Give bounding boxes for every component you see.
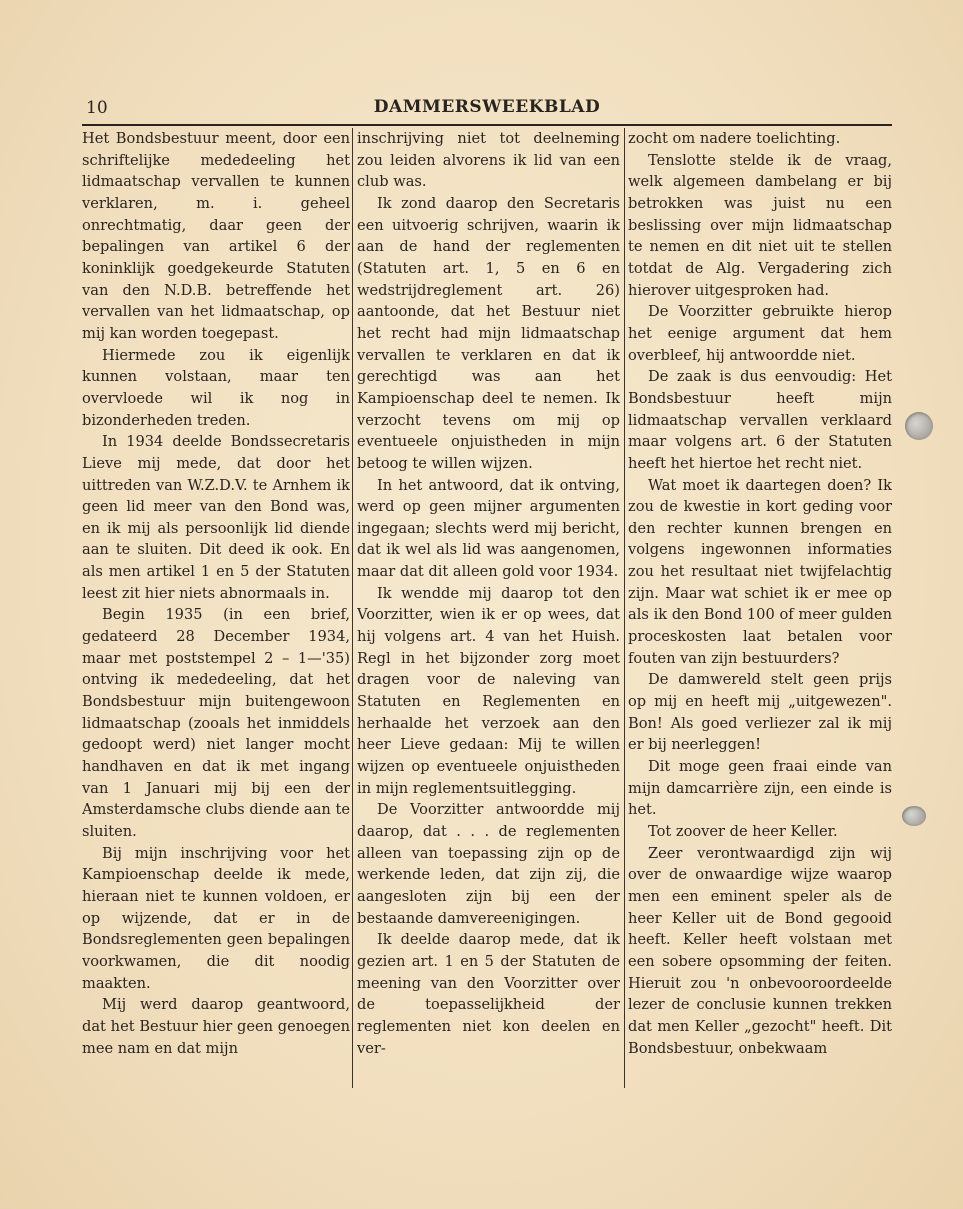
page-number: 10 <box>86 98 108 118</box>
paragraph: Begin 1935 (in een brief, gedateerd 28 December 1934, maar met poststempel 2 – 1—'35) ontving ik mededeeling, dat het Bondsbestuur mijn buitengewoon lidmaatschap (zooals het inmiddels gedoopt werd) niet langer mocht handhaven en dat ik met ingang van 1 Januari mij bij een der Amsterdamsche clubs diende aan te sluiten. <box>82 606 350 840</box>
paragraph: Hiermede zou ik eigenlijk kunnen volstaan, maar ten overvloede wil ik nog in bizonderheden treden. <box>82 346 350 429</box>
paragraph: Tenslotte stelde ik de vraag, welk algemeen dambelang er bij betrokken was juist nu een beslissing over mijn lidmaatschap te nemen en dit niet uit te stellen totdat de Alg. Vergadering zich hierover uitgesproken had. <box>628 151 892 299</box>
punch-hole <box>902 806 926 826</box>
paragraph: zocht om nadere toelichting. <box>628 130 841 147</box>
page-header <box>82 96 892 126</box>
paragraph: In het antwoord, dat ik ontving, werd op geen mijner argumenten ingegaan; slechts werd mij bericht, dat ik wel als lid was aangenomen, maar dat dit alleen gold voor 1934. <box>357 476 620 581</box>
paragraph: Wat moet ik daartegen doen? Ik zou de kwestie in kort geding voor den rechter kunnen brengen en volgens ingewonnen informaties zou het resultaat niet twijfelachtig zijn. Maar wat schiet ik er mee op als ik den Bond 100 of meer gulden proceskosten laat betalen voor fouten van zijn bestuurders? <box>628 476 892 667</box>
paragraph: De damwereld stelt geen prijs op mij en heeft mij „uitgewezen". Bon! Als goed verliezer zal ik mij er bij neerleggen! <box>628 671 892 754</box>
column-2 <box>357 128 620 1090</box>
column-1 <box>82 128 350 1090</box>
column-3 <box>628 128 892 1090</box>
paragraph: Het Bondsbestuur meent, door een schriftelijke mededeeling het lidmaatschap vervallen te kunnen verklaren, m. i. geheel onrechtmatig, daar geen der bepalingen van artikel 6 der koninklijk goedgekeurde Statuten van den N.D.B. betreffende het vervallen van het lidmaatschap, op mij kan worden toegepast. <box>82 130 350 342</box>
paragraph: Ik wendde mij daarop tot den Voorzitter, wien ik er op wees, dat hij volgens art. 4 van het Huish. Regl in het bijzonder zorg moet dragen voor de naleving van Statuten en Reglementen en herhaalde het verzoek aan den heer Lieve gedaan: Mij te willen wijzen op eventueele onjuistheden in mijn reglementsuitlegging. <box>357 584 620 797</box>
paragraph: Tot zoover de heer Keller. <box>648 823 838 840</box>
paragraph: Zeer verontwaardigd zijn wij over de onwaardige wijze waarop men een eminent speler als de heer Keller uit de Bond gegooid heeft. Keller heeft volstaan met een sobere opsomming der feiten. Hieruit zou 'n onbevooroordeelde lezer de conclusie kunnen trekken dat men Keller „gezocht" heeft. Dit Bondsbestuur, onbekwaam <box>628 844 892 1057</box>
paragraph: De Voorzitter antwoordde mij daarop, dat . . . de reglementen alleen van toepassing zijn op de werkende leden, dat zijn zij, die aangesloten zijn bij een der bestaande damvereenigingen. <box>357 801 620 927</box>
column-divider <box>624 128 625 1088</box>
paragraph: In 1934 deelde Bondssecretaris Lieve mij mede, dat door het uittreden van W.Z.D.V. te Arnhem ik geen lid meer van den Bond was, en ik mij als persoonlijk lid diende aan te sluiten. Dit deed ik ook. En als men artikel 1 en 5 der Statuten leest zit hier niets abnormaals in. <box>82 433 350 602</box>
punch-hole <box>905 412 933 440</box>
paragraph: Mij werd daarop geantwoord, dat het Bestuur hier geen genoegen mee nam en dat mijn <box>82 996 350 1057</box>
paragraph: Ik deelde daarop mede, dat ik gezien art. 1 en 5 der Statuten de meening van den Voorzitter over de toepasselijkheid der reglementen niet kon deelen en ver- <box>357 931 620 1057</box>
paragraph: Ik zond daarop den Secretaris een uitvoerig schrijven, waarin ik aan de hand der reglementen (Statuten art. 1, 5 en 6 en wedstrijdreglement art. 26) aantoonde, dat het Bestuur niet het recht had mijn lidmaatschap vervallen te verklaren en dat ik gerechtigd was aan het Kampioenschap deel te nemen. Ik verzocht tevens om mij op eventueele onjuistheden in mijn betoog te willen wijzen. <box>357 194 620 472</box>
page-title: DAMMERSWEEKBLAD <box>373 97 601 117</box>
paragraph: Bij mijn inschrijving voor het Kampioenschap deelde ik mede, hieraan niet te kunnen voldoen, er op wijzende, dat er in de Bondsreglementen geen bepalingen voorkwamen, die dit noodig maakten. <box>82 844 350 992</box>
paragraph: inschrijving niet tot deelneming zou leiden alvorens ik lid van een club was. <box>357 130 620 191</box>
paragraph: De zaak is dus eenvoudig: Het Bondsbestuur heeft mijn lidmaatschap vervallen verklaard maar volgens art. 6 der Statuten heeft het hiertoe het recht niet. <box>628 368 892 472</box>
column-divider <box>352 128 353 1088</box>
paragraph: De Voorzitter gebruikte hierop het eenige argument dat hem overbleef, hij antwoordde niet. <box>628 303 892 364</box>
paragraph: Dit moge geen fraai einde van mijn damcarrière zijn, een einde is het. <box>628 758 892 819</box>
